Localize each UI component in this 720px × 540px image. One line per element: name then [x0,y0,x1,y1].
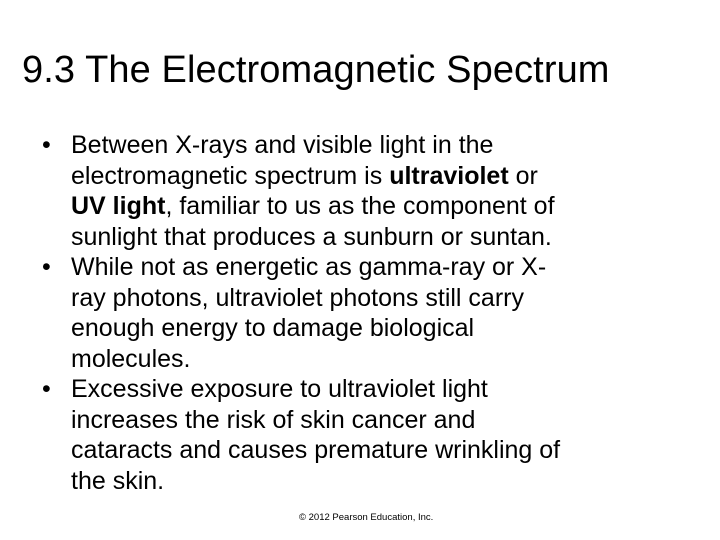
bullet-line [71,374,672,405]
text-run: molecules. [71,344,191,373]
text-run: Between X-rays and visible light in the [71,131,494,159]
bullet-item [42,130,672,252]
text-run: While not as energetic as gamma-ray or X- [71,253,547,281]
bullet-line [71,435,672,466]
bold-term: ultraviolet [389,161,509,190]
text-run: increases the risk of skin cancer and [71,405,476,434]
bullet-marker: • [42,131,51,159]
bullet-item [42,252,672,374]
text-run: electromagnetic spectrum is [71,161,390,190]
bullet-line [71,252,672,283]
text-run: cataracts and causes premature wrinkling of [71,436,561,464]
bold-term: UV light [71,192,166,220]
copyright-notice: © 2012 Pearson Education, Inc. [299,512,434,523]
text-run: , familiar to us as the component of [165,192,555,220]
bullet-line [71,466,672,497]
bullet-line [71,283,672,314]
text-run: Excessive exposure to ultraviolet light [71,375,488,403]
bullet-line [71,344,672,375]
bullet-text [71,252,672,374]
bullet-text [71,374,672,496]
slide-title: 9.3 The Electromagnetic Spectrum [22,49,610,91]
bullet-line [71,130,672,161]
text-run: or [508,161,538,190]
text-run: sunlight that produces a sunburn or suntan. [71,222,552,251]
bullet-list [42,130,672,496]
bullet-line [71,161,672,192]
bullet-line [71,313,672,344]
text-run: ray photons, ultraviolet photons still carry [71,283,524,312]
bullet-line [71,405,672,436]
bullet-line [71,222,672,253]
bullet-marker: • [42,253,51,281]
bullet-item [42,374,672,496]
bullet-marker: • [42,375,51,403]
bullet-text [71,130,672,252]
text-run: enough energy to damage biological [71,314,475,342]
text-run: the skin. [71,466,165,495]
bullet-line [71,191,672,222]
